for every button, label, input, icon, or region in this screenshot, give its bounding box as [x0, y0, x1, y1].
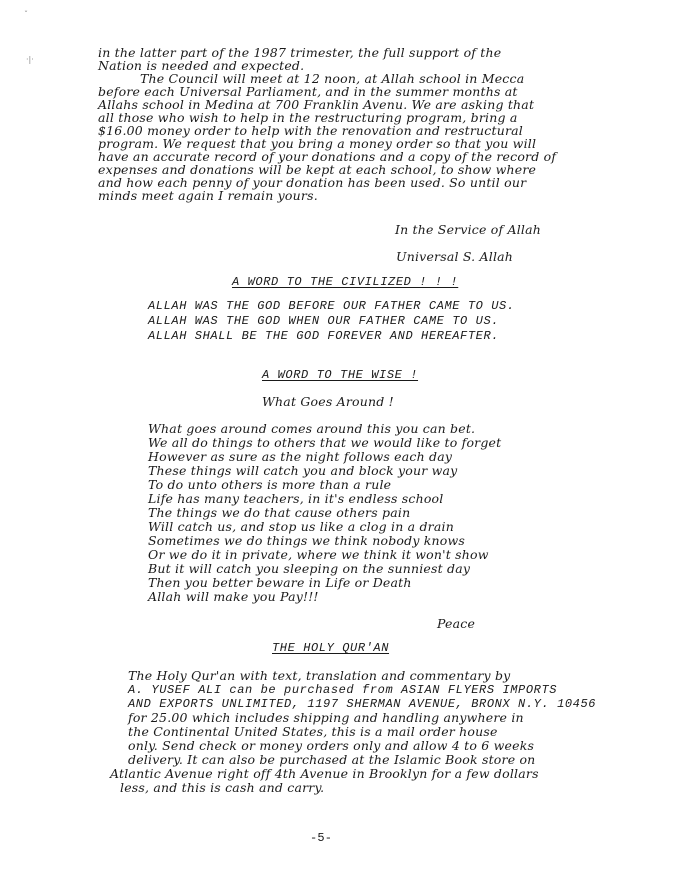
section-heading-quran: THE HOLY QUR'AN — [272, 641, 390, 655]
quran-line: less, and this is cash and carry. — [120, 780, 325, 795]
paragraph-line: have an accurate record of your donations and a copy of the record of — [98, 149, 557, 164]
poem-title: What Goes Around ! — [262, 394, 394, 409]
quran-line: for 25.00 which includes shipping and handling anywhere in — [128, 710, 524, 725]
paragraph-line: Allahs school in Medina at 700 Franklin Avenu. We are asking that — [98, 97, 535, 112]
poem-line: To do unto others is more than a rule — [148, 477, 392, 492]
paragraph-line: $16.00 money order to help with the renovation and restructural — [98, 123, 524, 138]
quran-line: AND EXPORTS UNLIMITED, 1197 SHERMAN AVENUE, BRONX N.Y. 10456 — [128, 697, 597, 711]
poem-line: Will catch us, and stop us like a clog in a drain — [148, 519, 454, 534]
section-heading-wise: A WORD TO THE WISE ! — [262, 368, 419, 382]
quran-line: only. Send check or money orders only and allow 4 to 6 weeks — [128, 738, 535, 753]
signature-line: In the Service of Allah — [395, 222, 542, 237]
paragraph-line: in the latter part of the 1987 trimester, the full support of the — [98, 45, 502, 60]
paragraph-line: before each Universal Parliament, and in the summer months at — [98, 84, 518, 99]
quran-line: Atlantic Avenue right off 4th Avenue in Brooklyn for a few dollars — [110, 766, 539, 781]
poem-line: But it will catch you sleeping on the sunniest day — [148, 561, 471, 576]
poem-line: However as sure as the night follows each day — [148, 449, 453, 464]
paragraph-line: The Council will meet at 12 noon, at Allah school in Mecca — [140, 71, 525, 86]
quran-line: the Continental United States, this is a mail order house — [128, 724, 498, 739]
poem-line: These things will catch you and block your way — [148, 463, 458, 478]
paragraph-line: minds meet again I remain yours. — [98, 188, 318, 203]
section-heading-civilized: A WORD TO THE CIVILIZED ! ! ! — [232, 275, 459, 289]
poem-line: Or we do it in private, where we think it won't show — [148, 547, 489, 562]
paragraph-line: Nation is needed and expected. — [98, 58, 305, 73]
quran-line: delivery. It can also be purchased at the Islamic Book store on — [128, 752, 536, 767]
poem-line: We all do things to others that we would like to forget — [148, 435, 502, 450]
poem-line: Life has many teachers, in it's endless school — [148, 491, 444, 506]
paragraph-line: expenses and donations will be kept at each school, to show where — [98, 162, 537, 177]
margin-mark: ·|· — [26, 55, 34, 64]
quran-line: A. YUSEF ALI can be purchased from ASIAN FLYERS IMPORTS — [128, 683, 558, 697]
paragraph-line: all those who wish to help in the restructuring program, bring a — [98, 110, 518, 125]
paragraph-line: and how each penny of your donation has been used. So until our — [98, 175, 527, 190]
poem-line: The things we do that cause others pain — [148, 505, 411, 520]
poem-line: Then you better beware in Life or Death — [148, 575, 412, 590]
civilized-line: ALLAH WAS THE GOD BEFORE OUR FATHER CAME TO US. — [148, 299, 515, 313]
civilized-line: ALLAH WAS THE GOD WHEN OUR FATHER CAME TO US. — [148, 314, 500, 328]
paragraph-line: program. We request that you bring a money order so that you will — [98, 136, 537, 151]
poem-line: Sometimes we do things we think nobody knows — [148, 533, 466, 548]
closing-peace: Peace — [437, 616, 476, 631]
page-number: -5- — [310, 831, 333, 845]
poem-line: What goes around comes around this you can bet. — [148, 421, 476, 436]
margin-mark: ˇ — [24, 10, 28, 19]
signature-name: Universal S. Allah — [396, 249, 514, 264]
poem-line: Allah will make you Pay!!! — [148, 589, 319, 604]
civilized-line: ALLAH SHALL BE THE GOD FOREVER AND HEREAFTER. — [148, 329, 500, 343]
quran-line: The Holy Qur'an with text, translation and commentary by — [128, 668, 511, 683]
